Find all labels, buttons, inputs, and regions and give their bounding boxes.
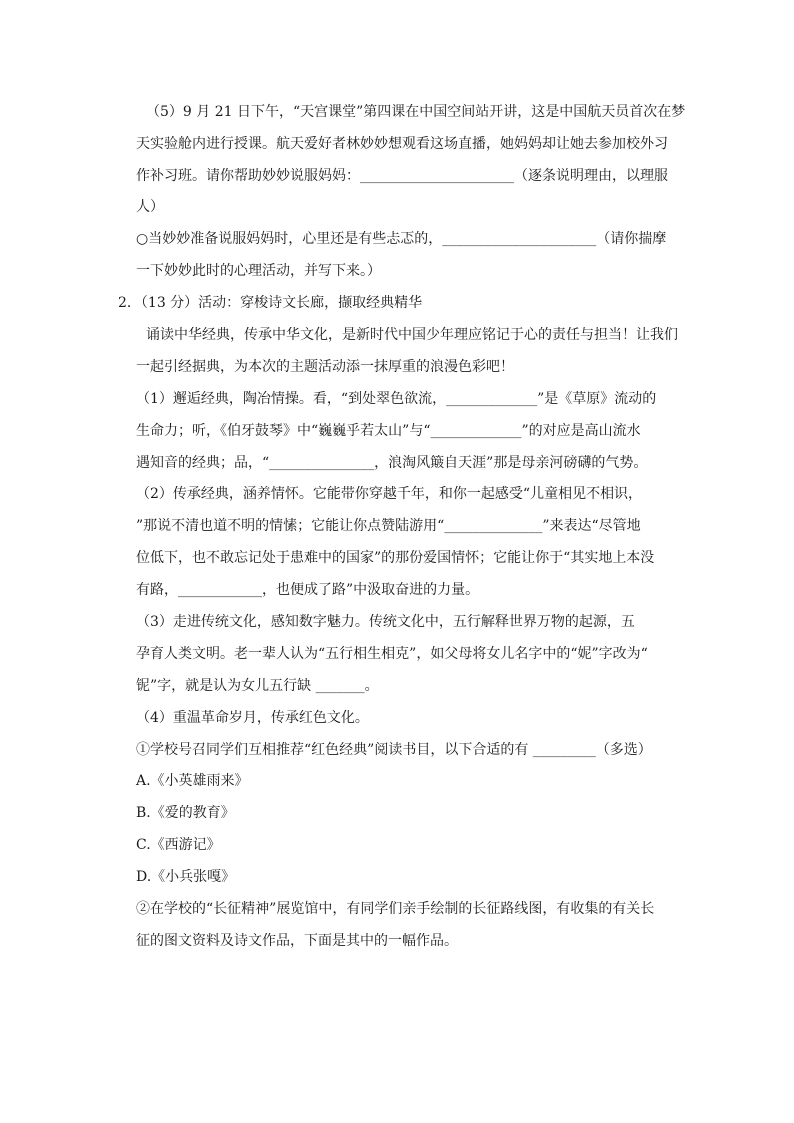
text-line: （1）邂逅经典，陶冶情操。看，“到处翠色欲流，_____________”是《草原》流动的 — [136, 391, 657, 407]
text-line: ①学校号召同学们互相推荐“红色经典”阅读书目，以下合适的有 _________（多选） — [136, 742, 652, 758]
text-line: 有路，____________，也便成了路”中汲取奋进的力量。 — [136, 582, 480, 598]
text-line: ○当妙妙准备说服妈妈时，心里还是有些忐忑的，______________________（请你揣摩 — [136, 231, 667, 247]
text-line: 位低下，也不敢忘记处于患难中的国家”的那份爱国情怀；它能让你于“其实地上本没 — [136, 550, 655, 566]
option-c: C.《西游记》 — [136, 837, 221, 853]
text-line: 诵读中华经典，传承中华文化，是新时代中国少年理应铭记于心的责任与担当！让我们 — [146, 327, 678, 343]
text-line: 一起引经据典，为本次的主题活动添一抹厚重的浪漫色彩吧！ — [136, 359, 514, 375]
text-line: （4）重温革命岁月，传承红色文化。 — [136, 710, 369, 726]
text-line: （5）9 月 21 日下午，“天宫课堂”第四课在中国空间站开讲，这是中国航天员首次在梦 — [146, 104, 686, 120]
text-line: 天实验舱内进行授课。航天爱好者林妙妙想观看这场直播，她妈妈却让她去参加校外习 — [136, 136, 668, 152]
text-line: ”那说不清也道不明的情愫；它能让你点赞陆游用“______________”来表达“尽管地 — [136, 518, 641, 534]
option-d: D.《小兵张嘎》 — [136, 869, 236, 885]
text-line: 作补习班。请你帮助妙妙说服妈妈：______________________（逐条说明理由，以理服 — [136, 168, 668, 184]
text-line: 人） — [136, 199, 164, 215]
text-line: （2）传承经典，涵养情怀。它能带你穿越千年，和你一起感受“儿童相见不相识， — [136, 486, 643, 502]
text-line: 一下妙妙此时的心理活动，并写下来。） — [136, 263, 381, 279]
text-line: 铌”字，就是认为女儿五行缺 _______。 — [136, 678, 379, 694]
text-line: 征的图文资料及诗文作品，下面是其中的一幅作品。 — [136, 933, 458, 949]
option-b: B.《爱的教育》 — [136, 805, 235, 821]
text-line: （3）走进传统文化，感知数字魅力。传统文化中，五行解释世界万物的起源，五 — [136, 614, 635, 630]
option-a: A.《小英雄雨来》 — [136, 773, 249, 789]
text-line: ②在学校的“长征精神”展览馆中，有同学们亲手绘制的长征路线图，有收集的有关长 — [136, 901, 655, 917]
text-line: 孕育人类文明。老一辈人认为“五行相生相克”，如父母将女儿名字中的“妮”字改为“ — [136, 646, 648, 662]
question-heading: 2．（13 分）活动：穿梭诗文长廊，撷取经典精华 — [118, 295, 423, 311]
text-line: 生命力；听，《伯牙鼓琴》中“巍巍乎若太山”与“_____________”的对应是高山流水 — [136, 423, 641, 439]
text-line: 遇知音的经典；品，“_______________，浪淘风簸自天涯”那是母亲河磅礴的气势。 — [136, 455, 648, 471]
